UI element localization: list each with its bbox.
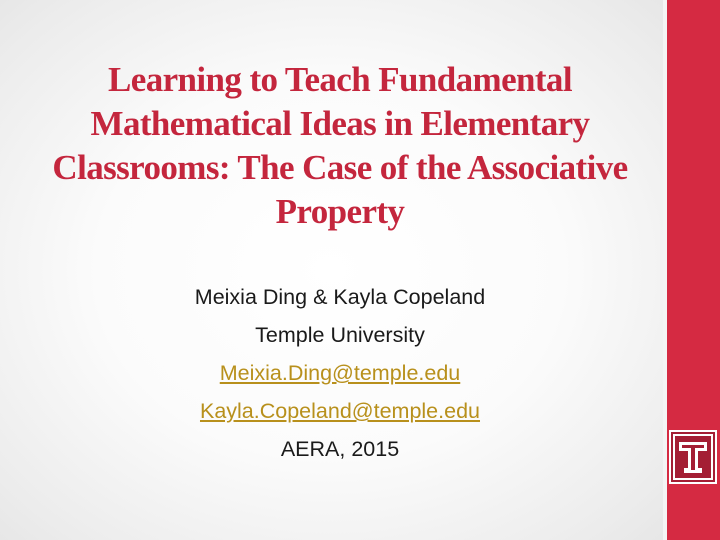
presenter-info — [40, 278, 640, 468]
institution: Temple University — [255, 323, 425, 347]
temple-logo-icon — [669, 430, 717, 484]
slide-title: Learning to Teach Fundamental Mathematical Ideas in Elementary Classrooms: The Case of the Associative Property — [52, 60, 628, 231]
email-link-kayla[interactable]: Kayla.Copeland@temple.edu — [199, 399, 480, 423]
email-link-meixia[interactable]: Meixia.Ding@temple.edu — [219, 361, 461, 385]
authors: Meixia Ding & Kayla Copeland — [194, 285, 486, 309]
event-label: AERA, 2015 — [280, 437, 400, 461]
